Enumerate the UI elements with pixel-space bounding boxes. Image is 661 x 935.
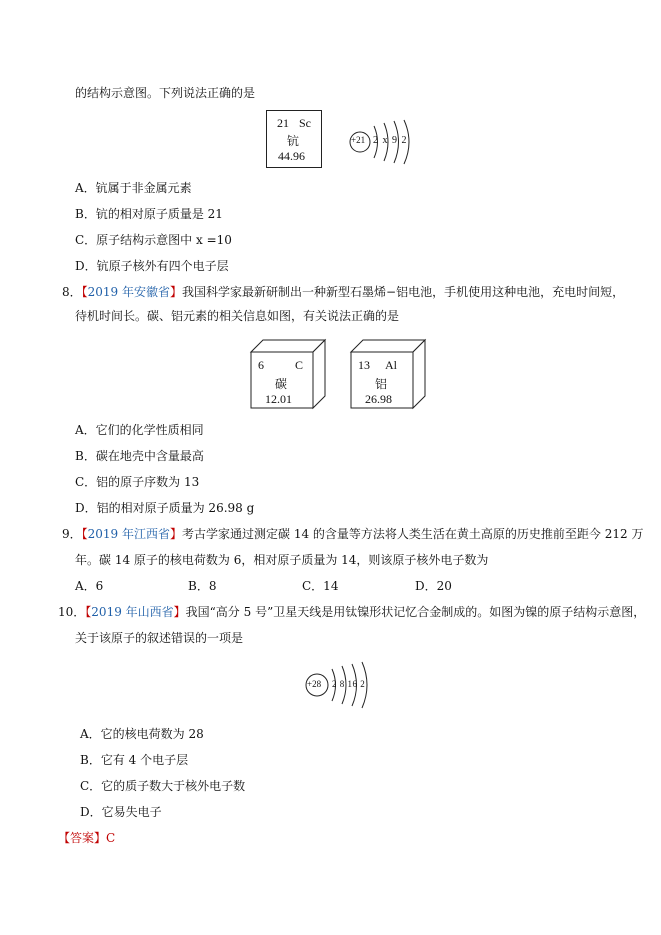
carbon-element-cube xyxy=(249,338,327,410)
aluminum-name: 铝 xyxy=(375,377,388,391)
q9-stem-1: 考古学家通过测定碳 14 的含量等方法将人类生活在黄土高原的历史推前至距今 212 万 xyxy=(182,527,644,541)
aluminum-atomic-number: 13 xyxy=(358,358,370,372)
q10-line-1 xyxy=(58,604,645,620)
ni-atom-diagram xyxy=(302,660,374,710)
sc-symbol: Sc xyxy=(299,116,311,130)
ni-nucleus-charge: +28 xyxy=(307,679,322,689)
q9-stem-2: 年。碳 14 原子的核电荷数为 6，相对原子质量为 14，则该原子核外电子数为 xyxy=(75,553,489,567)
sc-nucleus-charge: +21 xyxy=(351,135,366,145)
q9-source-close: 】 xyxy=(170,527,183,541)
q8-number: 8． xyxy=(62,285,82,299)
q9-number: 9． xyxy=(62,527,82,541)
q10-option-c: C．它的质子数大于核外电子数 xyxy=(80,779,246,793)
q9-option-c: C．14 xyxy=(302,579,339,593)
q10-source-open: 【 xyxy=(85,605,92,619)
q8-option-d: D．铝的相对原子质量为 26.98 g xyxy=(75,501,255,515)
q7-option-d: D．钪原子核外有四个电子层 xyxy=(75,259,229,273)
q8-option-a: A．它们的化学性质相同 xyxy=(75,423,204,437)
q8-line-1 xyxy=(62,284,624,300)
q8-source: 2019 年安徽省 xyxy=(87,285,171,299)
q9-source-open: 【 xyxy=(81,527,88,541)
q9-option-d: D．20 xyxy=(415,579,452,593)
sc-shell-electrons: 2 x 9 2 xyxy=(373,135,408,146)
q8-source-open: 【 xyxy=(81,285,88,299)
sc-mass: 44.96 xyxy=(278,149,305,163)
carbon-name: 碳 xyxy=(275,377,288,391)
q10-stem-1: 我国“高分 5 号”卫星天线是用钛镍形状记忆合金制成的。如图为镍的原子结构示意图， xyxy=(185,605,646,619)
q7-stem-tail: 的结构示意图。下列说法正确的是 xyxy=(75,86,256,100)
carbon-atomic-number: 6 xyxy=(258,358,264,372)
q9-option-b: B．8 xyxy=(188,579,217,593)
sc-atom-diagram xyxy=(346,118,416,166)
answer-line xyxy=(58,830,115,846)
aluminum-element-cube xyxy=(349,338,427,410)
aluminum-symbol: Al xyxy=(385,358,397,372)
sc-element-cell xyxy=(266,110,322,168)
q10-source: 2019 年山西省 xyxy=(91,605,174,619)
q7-option-b: B．钪的相对原子质量是 21 xyxy=(75,207,223,221)
q8-stem-2: 待机时间长。碳、铝元素的相关信息如图，有关说法正确的是 xyxy=(75,309,400,323)
carbon-mass: 12.01 xyxy=(265,392,292,406)
q8-stem-1: 我国科学家最新研制出一种新型石墨烯−铝电池，手机使用这种电池，充电时间短， xyxy=(182,285,625,299)
ni-shell-electrons: 2 8 16 2 xyxy=(332,679,366,689)
q8-option-b: B．碳在地壳中含量最高 xyxy=(75,449,204,463)
q10-source-close: 】 xyxy=(173,605,186,619)
q10-stem-2: 关于该原子的叙述错误的一项是 xyxy=(75,631,244,645)
answer-label: 【答案】 xyxy=(58,831,107,845)
q8-option-c: C．铝的原子序数为 13 xyxy=(75,475,200,489)
q9-source: 2019 年江西省 xyxy=(87,527,171,541)
carbon-symbol: C xyxy=(295,358,304,372)
q10-option-a: A．它的核电荷数为 28 xyxy=(80,727,204,741)
q10-number: 10． xyxy=(58,605,86,619)
aluminum-mass: 26.98 xyxy=(365,392,392,406)
q10-option-d: D．它易失电子 xyxy=(80,805,162,819)
q7-option-c: C．原子结构示意图中 x =10 xyxy=(75,233,232,247)
sc-name: 钪 xyxy=(287,134,300,148)
q9-line-1 xyxy=(62,526,643,542)
sc-atomic-number: 21 xyxy=(277,116,289,130)
q8-source-close: 】 xyxy=(170,285,183,299)
q10-option-b: B．它有 4 个电子层 xyxy=(80,753,189,767)
q9-option-a: A．6 xyxy=(75,579,104,593)
answer-value: C xyxy=(106,831,116,845)
q7-option-a: A．钪属于非金属元素 xyxy=(75,181,192,195)
